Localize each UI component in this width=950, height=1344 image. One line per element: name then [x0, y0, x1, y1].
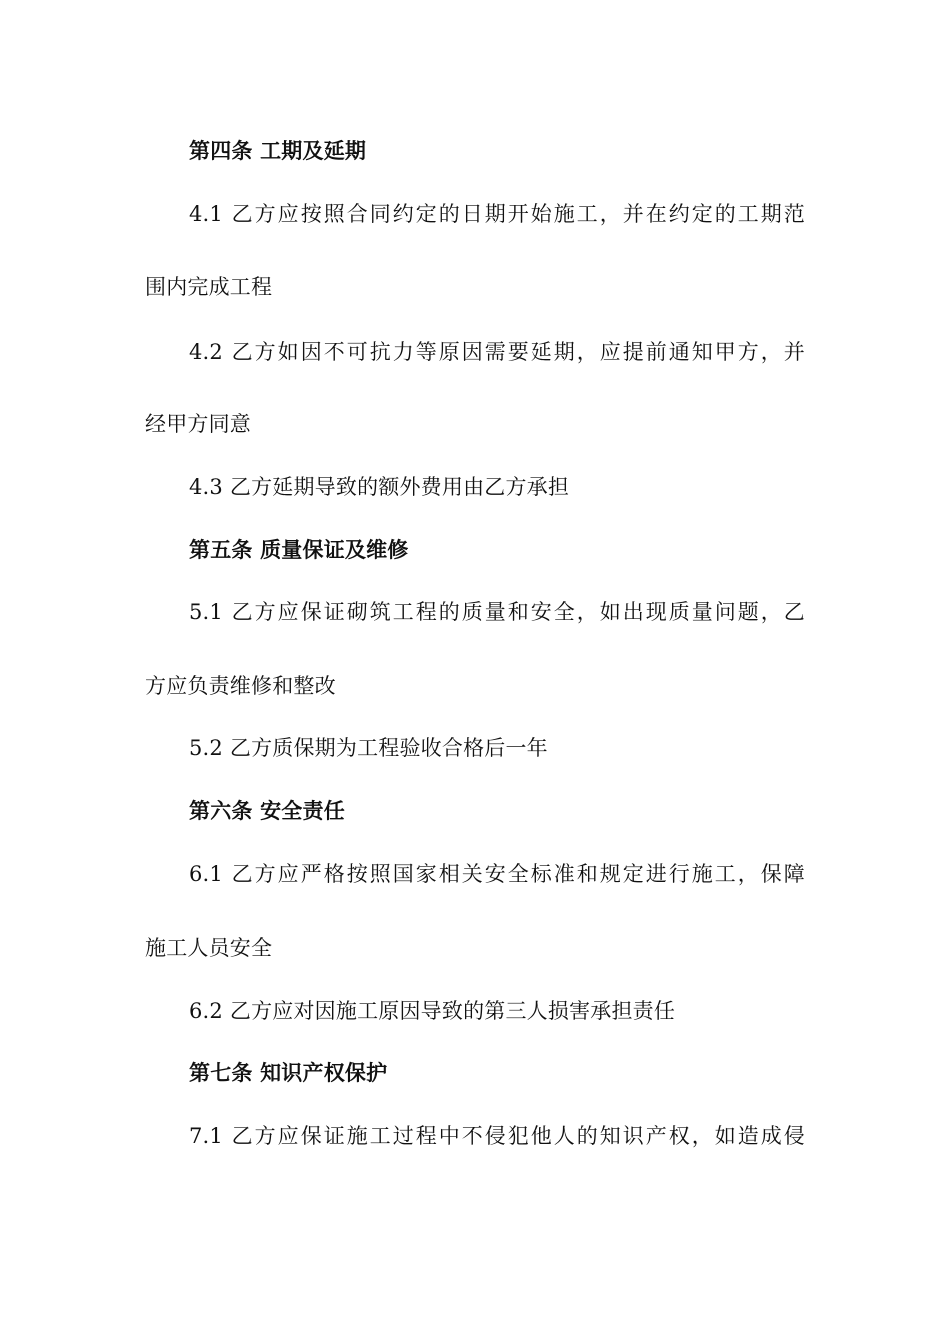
section-heading-6: 第六条 安全责任 — [189, 798, 345, 823]
clause-4-3: 4.3 乙方延期导致的额外费用由乙方承担 — [189, 475, 570, 499]
clause-5-2: 5.2 乙方质保期为工程验收合格后一年 — [189, 736, 548, 760]
section-heading-5: 第五条 质量保证及维修 — [189, 537, 409, 562]
clause-4-2-line-2: 经甲方同意 — [145, 412, 251, 436]
clause-6-1-line-1: 6.1 乙方应严格按照国家相关安全标准和规定进行施工，保障 — [189, 862, 805, 886]
clause-6-2: 6.2 乙方应对因施工原因导致的第三人损害承担责任 — [189, 999, 676, 1023]
clause-4-1-line-1: 4.1 乙方应按照合同约定的日期开始施工，并在约定的工期范 — [189, 202, 805, 226]
clause-7-1-line-1: 7.1 乙方应保证施工过程中不侵犯他人的知识产权，如造成侵 — [189, 1124, 805, 1148]
clause-4-2-line-1: 4.2 乙方如因不可抗力等原因需要延期，应提前通知甲方，并 — [189, 340, 805, 364]
clause-4-1-line-2: 围内完成工程 — [145, 275, 273, 299]
clause-5-1-line-1: 5.1 乙方应保证砌筑工程的质量和安全，如出现质量问题，乙 — [189, 600, 805, 624]
section-heading-7: 第七条 知识产权保护 — [189, 1060, 388, 1085]
clause-5-1-line-2: 方应负责维修和整改 — [145, 674, 336, 698]
clause-6-1-line-2: 施工人员安全 — [145, 936, 273, 960]
section-heading-4: 第四条 工期及延期 — [189, 138, 367, 163]
